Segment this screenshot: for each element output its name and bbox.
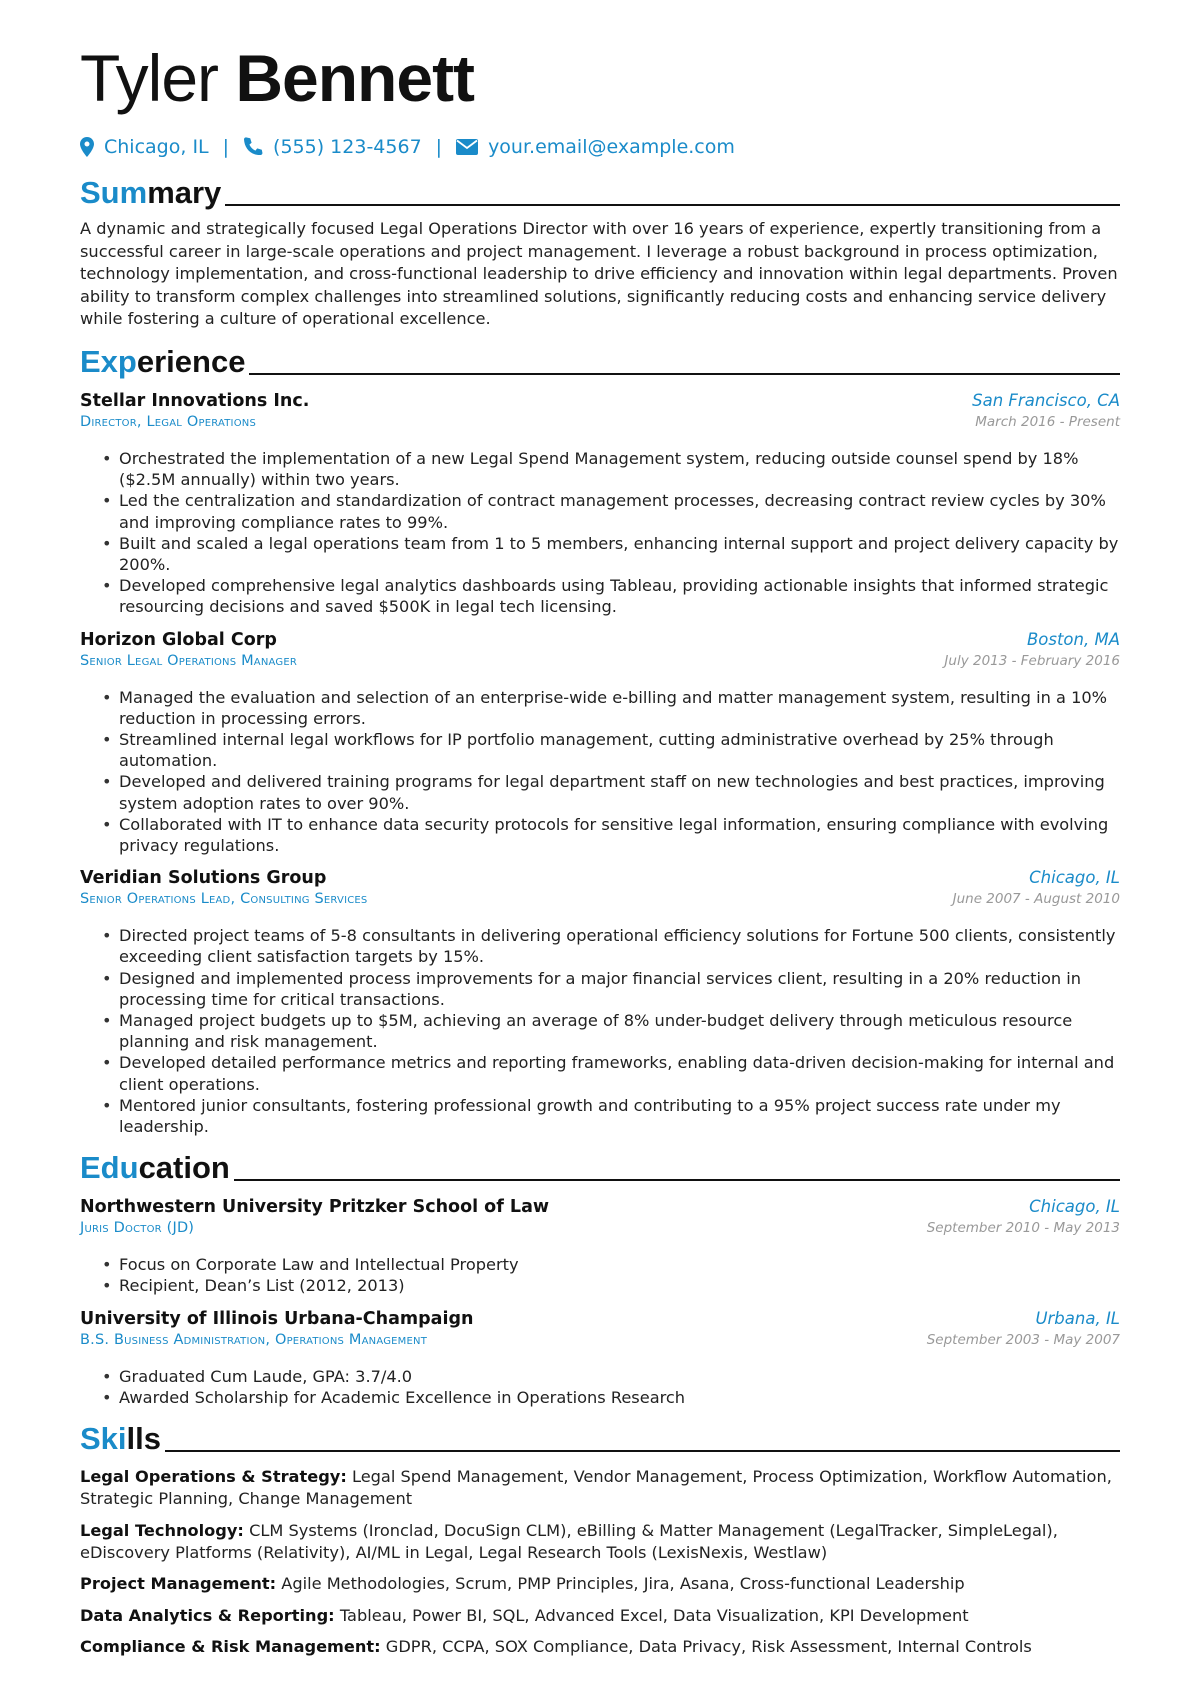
bullet-item: [80, 771, 1120, 813]
experience-entry: [80, 630, 1120, 857]
bullet-item: [80, 1366, 1120, 1387]
skill-category: Legal Technology:: [80, 1520, 244, 1540]
organization-name: University of Illinois Urbana-Champaign: [80, 1308, 474, 1329]
entry-subheader: [80, 653, 1120, 675]
job-title: Senior Operations Lead, Consulting Services: [80, 891, 368, 908]
bullet-item: [80, 687, 1120, 729]
bullet-marker: •: [102, 576, 112, 596]
experience-entry: [80, 391, 1120, 618]
entry-location: Chicago, IL: [1029, 868, 1120, 888]
bullet-item: [80, 729, 1120, 771]
envelope-icon: [456, 139, 478, 155]
bullet-item: [80, 925, 1120, 967]
job-title: Senior Legal Operations Manager: [80, 652, 297, 669]
skill-category: Data Analytics & Reporting:: [80, 1605, 335, 1625]
bullet-text: Focus on Corporate Law and Intellectual Property: [119, 1255, 519, 1275]
bullet-text: Directed project teams of 5-8 consultants in delivering operational efficiency solutions for Fortune 500 clients, consistently exceeding client satisfaction targets by 15%.: [119, 926, 1116, 967]
bullet-item: [80, 814, 1120, 856]
skill-values: CLM Systems (Ironclad, DocuSign CLM), eBilling & Matter Management (LegalTracker, SimpleLegal), eDiscovery Platforms (Relativity), AI/ML in Legal, Legal Research Tools (LexisNexis, Westlaw): [80, 1520, 1058, 1562]
skill-line: [80, 1466, 1120, 1510]
skill-category: Project Management:: [80, 1574, 277, 1594]
section-title: Summary: [80, 175, 222, 210]
section-rule: [225, 204, 1120, 206]
bullet-marker: •: [102, 1053, 112, 1073]
bullet-marker: •: [102, 730, 112, 749]
education-section: [80, 1147, 1120, 1408]
section-title: Experience: [80, 343, 246, 379]
skill-line: [80, 1636, 1120, 1658]
bullet-text: Developed and delivered training programs for legal department staff on new technologies and best practices, improving system adoption rates to over 90%.: [119, 772, 1105, 813]
bullet-text: Graduated Cum Laude, GPA: 3.7/4.0: [119, 1366, 413, 1386]
bullet-text: Built and scaled a legal operations team from 1 to 5 members, enhancing internal support and project delivery capacity by 200%.: [119, 533, 1119, 574]
bullet-item: [80, 575, 1120, 617]
section-title: Education: [80, 1150, 230, 1186]
bullet-text: Streamlined internal legal workflows for IP portfolio management, cutting administrative overhead by 25% through automation.: [119, 730, 1054, 771]
bullet-text: Mentored junior consultants, fostering professional growth and contributing to a 95% project success rate under my leadership.: [119, 1095, 1061, 1137]
bullet-text: Collaborated with IT to enhance data security protocols for sensitive legal information, ensuring compliance with evolving privacy regulations.: [119, 814, 1109, 856]
organization-name: Horizon Global Corp: [80, 629, 277, 650]
skill-category: Compliance & Risk Management:: [80, 1637, 381, 1657]
bullet-text: Led the centralization and standardization of contract management processes, decreasing contract review cycles by 30% and improving compliance rates to 99%.: [119, 491, 1106, 532]
entry-subheader: [80, 1332, 1120, 1354]
section-header: [80, 172, 1120, 210]
education-entry: [80, 1197, 1120, 1296]
skill-line: [80, 1520, 1120, 1564]
contact-line: [80, 132, 1120, 162]
bullet-item: [80, 1254, 1120, 1275]
section-title: Skills: [80, 1421, 161, 1457]
skills-list: [80, 1466, 1120, 1658]
entry-dates: September 2003 - May 2007: [926, 1331, 1120, 1348]
bullet-text: Managed project budgets up to $5M, achieving an average of 8% under-budget delivery through meticulous resource planning and risk management.: [119, 1011, 1073, 1052]
bullet-list: [80, 687, 1120, 857]
bullet-marker: •: [102, 1255, 112, 1275]
email-link: your.email@example.com: [488, 136, 735, 158]
bullet-marker: •: [102, 814, 112, 834]
section-rule: [165, 1450, 1120, 1452]
bullet-item: [80, 533, 1120, 575]
entry-header: [80, 1309, 1120, 1332]
bullet-marker: •: [102, 1387, 112, 1407]
contact-email[interactable]: [456, 136, 735, 158]
entry-header: [80, 1197, 1120, 1220]
bullet-text: Developed detailed performance metrics and reporting frameworks, enabling data-driven decision-making for internal and client operations.: [119, 1053, 1115, 1094]
skill-category: Legal Operations & Strategy:: [80, 1467, 347, 1487]
entry-location: San Francisco, CA: [972, 390, 1120, 410]
bullet-marker: •: [102, 1366, 112, 1386]
bullet-marker: •: [102, 1095, 112, 1115]
entry-header: [80, 868, 1120, 891]
bullet-text: Orchestrated the implementation of a new Legal Spend Management system, reducing outside counsel spend by 18% ($2.5M annually) within two years.: [119, 448, 1079, 490]
bullet-item: [80, 1095, 1120, 1137]
skill-line: [80, 1573, 1120, 1595]
section-header: [80, 1147, 1120, 1185]
experience-entry: [80, 868, 1120, 1137]
bullet-list: [80, 1366, 1120, 1408]
bullet-text: Designed and implemented process improvements for a major financial services client, resulting in a 20% reduction in processing time for critical transactions.: [119, 968, 1082, 1009]
entry-dates: September 2010 - May 2013: [926, 1220, 1120, 1237]
entry-dates: June 2007 - August 2010: [952, 891, 1120, 908]
bullet-list: [80, 448, 1120, 618]
skill-values: Legal Spend Management, Vendor Management, Process Optimization, Workflow Automation, Strategic Planning, Change Management: [80, 1467, 1112, 1509]
first-name: Tyler: [80, 41, 219, 115]
skill-values: Tableau, Power BI, SQL, Advanced Excel, Data Visualization, KPI Development: [339, 1605, 969, 1625]
bullet-marker: •: [102, 448, 112, 468]
bullet-marker: •: [102, 1276, 112, 1296]
experience-section: [80, 341, 1120, 1137]
entry-dates: July 2013 - February 2016: [944, 652, 1120, 669]
entry-dates: March 2016 - Present: [975, 413, 1120, 430]
skill-values: GDPR, CCPA, SOX Compliance, Data Privacy, Risk Assessment, Internal Controls: [385, 1637, 1032, 1657]
section-header: [80, 341, 1120, 379]
skill-line: [80, 1605, 1120, 1627]
education-entry: [80, 1309, 1120, 1408]
bullet-text: Developed comprehensive legal analytics dashboards using Tableau, providing actionable insights that informed strategic resourcing decisions and saved $500K in legal tech licensing.: [119, 576, 1109, 617]
bullet-marker: •: [102, 687, 112, 707]
entry-location: Boston, MA: [1026, 629, 1120, 649]
contact-separator: |: [222, 136, 230, 158]
resume-page: [80, 38, 1120, 1668]
bullet-marker: •: [102, 772, 112, 792]
entry-location: Chicago, IL: [1029, 1197, 1120, 1217]
bullet-list: [80, 1254, 1120, 1296]
entry-header: [80, 630, 1120, 653]
bullet-item: [80, 448, 1120, 490]
bullet-item: [80, 968, 1120, 1010]
bullet-marker: •: [102, 1011, 112, 1031]
bullet-list: [80, 925, 1120, 1137]
organization-name: Veridian Solutions Group: [80, 868, 327, 889]
skill-values: Agile Methodologies, Scrum, PMP Principles, Jira, Asana, Cross-functional Leadership: [281, 1574, 965, 1594]
bullet-item: [80, 1387, 1120, 1408]
entry-subheader: [80, 414, 1120, 436]
section-rule: [234, 1179, 1120, 1181]
experience-list: [80, 391, 1120, 1137]
bullet-marker: •: [102, 926, 112, 946]
bullet-text: Awarded Scholarship for Academic Excellence in Operations Research: [119, 1387, 686, 1407]
summary-text: A dynamic and strategically focused Legal Operations Director with over 16 years of experience, expertly transitioning from a successful career in large-scale operations and project management. I leverage a robust background in process optimization, technology implementation, and cross-functional leadership to drive efficiency and innovation within legal departments. Proven ability to transform complex challenges into streamlined solutions, significantly reducing costs and enhancing service delivery while fostering a culture of operational excellence.: [80, 219, 1118, 329]
bullet-text: Managed the evaluation and selection of an enterprise-wide e-billing and matter management system, resulting in a 10% reduction in processing errors.: [119, 687, 1108, 728]
bullet-item: [80, 1275, 1120, 1296]
degree-title: Juris Doctor (JD): [80, 1220, 195, 1237]
organization-name: Northwestern University Pritzker School of Law: [80, 1197, 550, 1218]
last-name: Bennett: [235, 41, 475, 115]
contact-phone[interactable]: [243, 136, 422, 158]
map-pin-icon: [80, 137, 94, 157]
contact-separator: |: [435, 136, 443, 158]
summary-section: [80, 172, 1120, 331]
bullet-item: [80, 490, 1120, 532]
bullet-item: [80, 1052, 1120, 1094]
bullet-marker: •: [102, 968, 112, 988]
entry-header: [80, 391, 1120, 414]
entry-subheader: [80, 1220, 1120, 1242]
location-text: Chicago, IL: [104, 136, 209, 158]
phone-text: (555) 123-4567: [273, 136, 422, 158]
section-rule: [249, 373, 1120, 375]
organization-name: Stellar Innovations Inc.: [80, 390, 310, 411]
entry-location: Urbana, IL: [1035, 1308, 1120, 1328]
degree-title: B.S. Business Administration, Operations Management: [80, 1331, 427, 1348]
resume-name: [80, 38, 1120, 118]
job-title: Director, Legal Operations: [80, 413, 257, 430]
entry-subheader: [80, 891, 1120, 913]
bullet-text: Recipient, Dean’s List (2012, 2013): [119, 1276, 405, 1296]
phone-icon: [243, 137, 263, 157]
skills-section: [80, 1418, 1120, 1658]
contact-location: [80, 136, 209, 158]
bullet-marker: •: [102, 491, 112, 511]
bullet-marker: •: [102, 533, 112, 553]
bullet-item: [80, 1010, 1120, 1052]
education-list: [80, 1197, 1120, 1408]
section-header: [80, 1418, 1120, 1456]
